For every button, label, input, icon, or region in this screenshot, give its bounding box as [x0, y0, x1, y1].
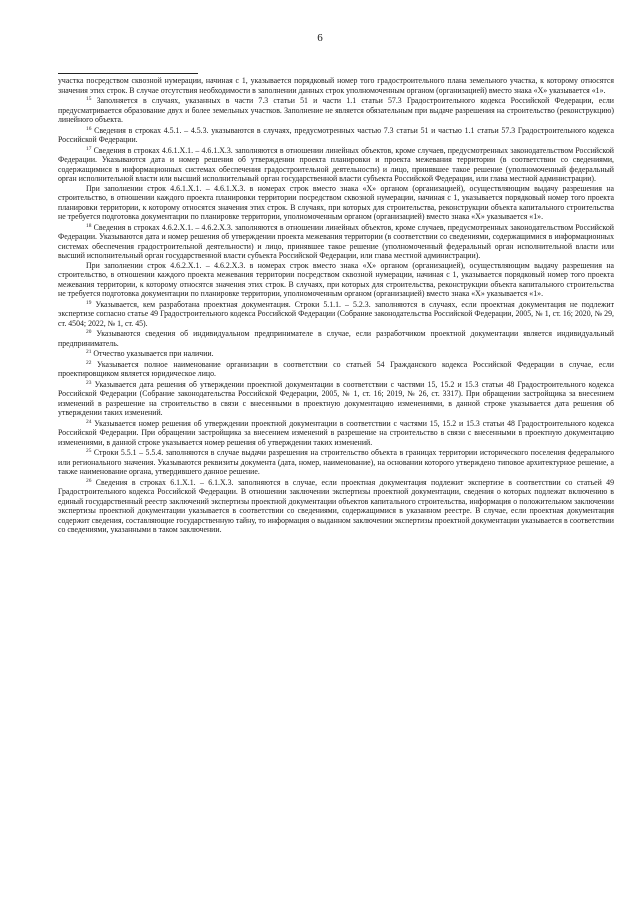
footnote-number: 16	[86, 125, 92, 132]
footnote-text: Отчество указывается при наличии.	[93, 349, 214, 358]
footnote-text: При заполнении строк 4.6.2.Х.1. – 4.6.2.Х.3. в номерах строк вместо знака «Х» органом (организацией), осуществляющим выдачу разрешения на строительство, в отношении каждого проекта межевания территории посредством сквозной нумерации, начиная с 1, указывается порядковый номер того проекта межевания территории, к которому относятся значения этих строк. В случаях, при которых для строительства, реконструкции объекта капитального строительства не требуется подготовка документации по планировке территории, уполномоченным органом (организацией) вместо знака «Х» указывается «1».	[58, 260, 614, 298]
footnotes-block	[58, 76, 614, 535]
footnote-paragraph	[58, 348, 614, 359]
footnote-separator	[58, 73, 198, 74]
footnote-text: Строки 5.5.1 – 5.5.4. заполняются в случае выдачи разрешения на строительство объекта в границах территории исторического поселения федерального или регионального значения. Указываются реквизиты документа (дата, номер, наименование), на основании которого утверждено типовое архитектурное решение, а также наименование органа, утвердившего данное решение.	[58, 448, 614, 476]
footnote-number: 26	[86, 477, 92, 484]
footnote-paragraph	[58, 379, 614, 418]
footnote-text: Указывается полное наименование организации в соответствии со статьей 54 Гражданского кодекса Российской Федерации в случае, если проектировщиком является юридическое лицо.	[58, 359, 614, 378]
footnote-paragraph	[58, 328, 614, 348]
footnote-text: Сведения в строках 6.1.Х.1. – 6.1.Х.3. заполняются в случае, если проектная документация подлежит экспертизе в соответствии со статьей 49 Градостроительного кодекса Российской Федерации. В отношении заключении экспертизы проектной документации, сведения о которых подлежат включению в единый государственный реестр заключений экспертизы проектной документации объектов капитального строительства, информация о положительном заключении экспертизы проектной документации указывается в соответствии со сведениями, содержащимися в указанном реестре. В случае, если проектная документация содержит сведения, составляющие государственную тайну, то информация о выданном заключении экспертизы проектной документации указывается в соответствии со сведениями, указанными в таком заключении.	[58, 477, 615, 534]
footnote-paragraph	[58, 76, 614, 95]
footnote-paragraph	[58, 95, 614, 125]
footnote-paragraph	[58, 145, 614, 184]
footnote-text: Указывается, кем разработана проектная документация. Строки 5.1.1. – 5.2.3. заполняются в случаях, если проектная документация не подлежит экспертизе согласно статье 49 Градостроительного кодекса Российской Федерации (Собрание законодательства Российской Федерации, 2005, № 1, ст. 16; 2020, № 29, ст. 4504; 2022, № 1, ст. 45).	[58, 299, 614, 328]
footnote-paragraph	[58, 477, 614, 535]
footnote-text: Сведения в строках 4.5.1. – 4.5.3. указываются в случаях, предусмотренных частью 7.3 статьи 51 и частью 1.1 статьи 57.3 Градостроительного кодекса Российской Федерации.	[58, 125, 614, 144]
footnote-number: 21	[86, 349, 92, 355]
footnote-text: участка посредством сквозной нумерации, начиная с 1, указывается порядковый номер того градостроительного плана земельного участка, к которому относятся значения этих строк. В случае отсутствия необходимости в заполнении данных строк уполномоченным органом (организацией) вместо знака «Х» указывается «1».	[58, 76, 614, 95]
footnote-text: Указывается дата решения об утверждении проектной документации в соответствии с частями 15, 15.2 и 15.3 статьи 48 Градостроительного кодекса Российской Федерации (Собрание законодательства Российской Федерации, 2005, № 1, ст. 16; 2019, № 26, ст. 3317). При обращении застройщика за внесением изменений в разрешение на строительство в связи с внесенными в проектную документацию изменениями, в данной строке указывается дата решения об утверждении таких изменений.	[58, 379, 614, 417]
footnote-number: 20	[86, 329, 92, 335]
footnote-number: 23	[86, 379, 92, 386]
footnote-text: Заполняется в случаях, указанных в части 7.3 статьи 51 и части 1.1 статьи 57.3 Градостроительного кодекса Российской Федерации, если предусматривается образование двух и более земельных участков. Заполнение не является обязательным при выдаче разрешения на строительство (реконструкцию) линейного объекта.	[58, 96, 615, 124]
footnote-number: 19	[86, 299, 92, 306]
footnote-paragraph	[58, 359, 614, 379]
footnote-number: 15	[86, 96, 92, 102]
footnote-number: 24	[86, 418, 92, 425]
footnote-paragraph	[58, 222, 614, 261]
footnote-paragraph	[58, 447, 614, 477]
footnote-number: 25	[86, 448, 92, 454]
page-number: 6	[317, 32, 323, 44]
footnote-paragraph	[58, 125, 614, 145]
footnote-paragraph	[58, 418, 614, 448]
footnote-text: Указывается номер решения об утверждении проектной документации в соответствии с частями 15, 15.2 и 15.3 статьи 48 Градостроительного кодекса Российской Федерации. При обращении застройщика за внесением изменений в разрешение на строительство в связи с внесенными в проектную документацию изменениями, в данной строке указывается номер решения об утверждении таких изменений.	[58, 418, 614, 447]
footnote-text: При заполнении строк 4.6.1.Х.1. – 4.6.1.Х.3. в номерах строк вместо знака «Х» органом (организацией), осуществляющим выдачу разрешения на строительство, в отношении каждого проекта планировки территории посредством сквозной нумерации, начиная с 1, указывается порядковый номер того проекта планировки территории, к которому относятся значения этих строк. В случаях, при которых для строительства, реконструкции объекта капитального строительства не требуется подготовка документации по планировке территории, уполномоченным органом (организацией) вместо знака «Х» указывается «1».	[58, 183, 614, 221]
footnote-number: 18	[86, 222, 92, 229]
footnote-text: Указываются сведения об индивидуальном предпринимателе в случае, если разработчиком проектной документации является индивидуальный предприниматель.	[58, 329, 614, 348]
footnote-paragraph	[58, 261, 614, 299]
footnote-number: 22	[86, 359, 92, 366]
footnote-paragraph	[58, 299, 614, 329]
footnote-text: Сведения в строках 4.6.1.Х.1. – 4.6.1.Х.3. заполняются в отношении линейных объектов, кроме случаев, предусмотренных законодательством Российской Федерации. Указываются дата и номер решения об утверждении проекта планировки и проекта межевания территории (в соответствии со сведениями, содержащимися в информационных системах обеспечения градостроительной деятельности) и лицо, принявшее такое решение (уполномоченный федеральный орган исполнительной власти или высший исполнительный орган государственной власти субъекта Российской Федерации, или глава местной администрации).	[58, 145, 614, 183]
footnote-number: 17	[86, 145, 92, 152]
footnote-text: Сведения в строках 4.6.2.Х.1. – 4.6.2.Х.3. заполняются в отношении линейных объектов, кроме случаев, предусмотренных законодательством Российской Федерации. Указываются дата и номер решения об утверждении проекта межевания территории (в соответствии со сведениями, содержащимися в информационных системах обеспечения градостроительной деятельности) и лицо, принявшее такое решение (уполномоченный федеральный орган исполнительной власти или высший исполнительный орган государственной власти субъекта Российской Федерации, или глава местной администрации).	[58, 222, 614, 260]
footnote-paragraph	[58, 184, 614, 222]
